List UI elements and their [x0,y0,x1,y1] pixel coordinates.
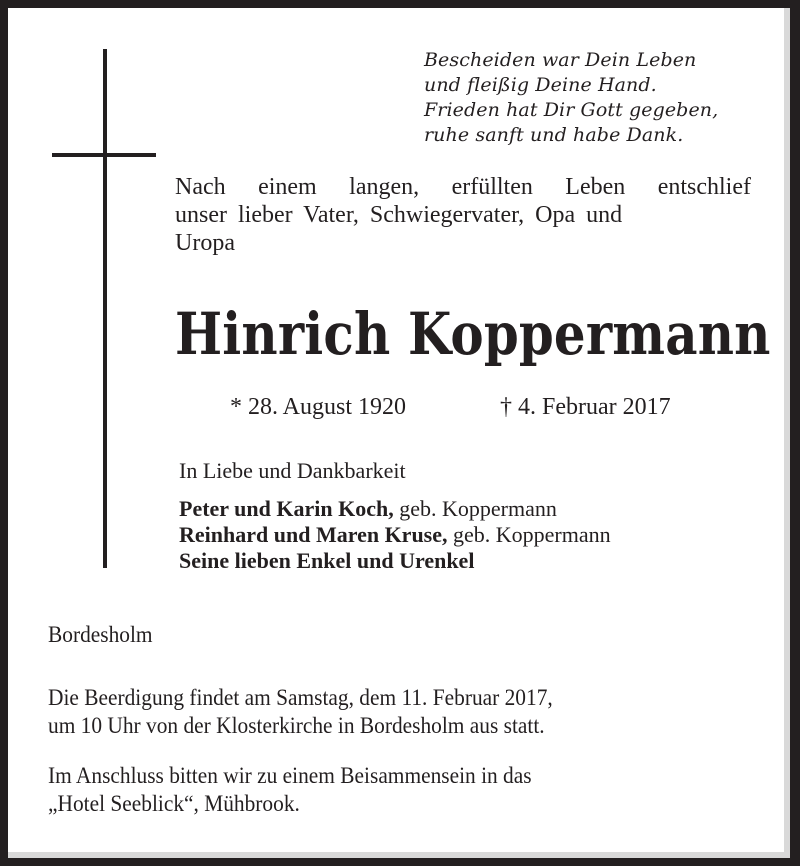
cross-icon-vertical-beam [103,49,107,568]
mourner-names: Peter und Karin Koch, [179,496,394,521]
deceased-name: Hinrich Koppermann [175,300,771,368]
funeral-line [48,684,758,712]
funeral-notice [48,684,758,740]
intro-line [175,173,751,201]
life-dates [230,393,671,421]
cross-icon-horizontal-beam [52,153,156,157]
verse-line: Bescheiden war Dein Leben [424,49,697,71]
gathering-line [48,790,758,818]
memorial-verse [424,48,718,148]
birth-date: * 28. August 1920 [230,394,407,420]
funeral-line-text: Die Beerdigung findet am Samstag, dem 11. Februar 2017, [48,685,553,710]
place [48,621,160,649]
death-date: † 4. Februar 2017 [500,394,671,420]
gathering-line [48,762,758,790]
intro-text [175,173,751,257]
verse-line: ruhe sanft und habe Dank. [424,124,684,146]
gathering-notice [48,762,758,818]
place-text: Bordesholm [48,622,153,647]
mourner-entry [179,522,611,548]
verse-line: und fleißig Deine Hand. [424,74,657,96]
verse-line: Frieden hat Dir Gott gegeben, [424,99,719,121]
funeral-line [48,712,758,740]
mourner-names: Reinhard und Maren Kruse, [179,522,448,547]
obituary-page [8,8,784,852]
mourner-suffix: geb. Koppermann [447,522,611,547]
intro-line [175,201,751,229]
mourner-names: Seine lieben Enkel und Urenkel [179,548,475,573]
mourners-list [179,496,611,574]
intro-line: Uropa [175,230,235,256]
mourner-suffix: geb. Koppermann [393,496,557,521]
mourner-entry [179,496,611,522]
funeral-line-text: um 10 Uhr von der Klosterkirche in Bordesholm aus statt. [48,713,545,738]
intro-line-text: Nach einem langen, erfüllten Leben entschlief [175,174,751,200]
intro-line-text: unser lieber Vater, Schwiegervater, Opa und [175,202,623,228]
gathering-line-text: Im Anschluss bitten wir zu einem Beisammensein in das [48,763,532,788]
gathering-line-text: „Hotel Seeblick“, Mühbrook. [48,791,300,816]
obituary-frame [8,8,790,858]
mourner-entry [179,548,611,574]
mourners-heading: In Liebe und Dankbarkeit [179,458,406,483]
